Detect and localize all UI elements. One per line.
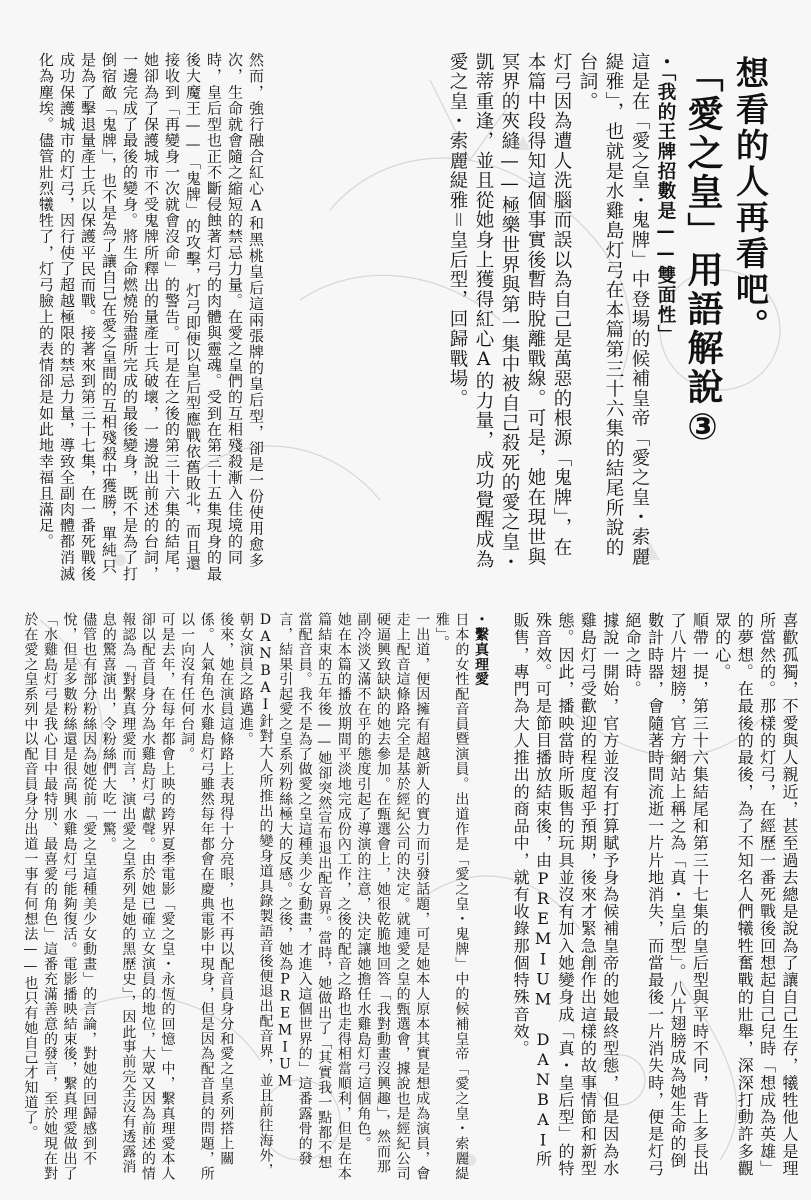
section1-upper-left-block [20,52,266,587]
section1-paragraph: 灯弓因為遭人洗腦而誤以為自己是萬惡的根源「鬼牌」，在本篇中段得知這個事實後暫時脫離戰線。可是，她在現世與冥界的夾縫——極樂世界與第一集中被自己殺死的愛之皇・凱蒂重逢，並且從她身上獲得紅心A的力量，成功覺醒成為愛之皇・索麗緹雅＝皇后型，回歸戰場。 [447,52,572,572]
section1-heading: ・「我的王牌招數是——雙面性」 [655,52,676,345]
section1-lower-block [500,612,800,1182]
section2-paragraph: 可是去年，在每年都會上映的跨界夏季電影「愛之皇・永恆的回憶」中，繫真理愛本人卻以配音員身分為水雞島灯弓獻聲。由於她已確立女演員的地位，大眾又因為前述的情報認為「對繫真理愛而言，演出愛之皇系列是她的黑歷史」，因此事前完全沒有透露消息的驚喜演出，令粉絲們大吃一驚。 [100,612,176,1182]
title-line-2: 「愛之皇」用語解說③ [682,56,723,451]
section1-paragraph: 然而，強行融合紅心A和黑桃皇后這兩張牌的皇后型，卻是一份使用愈多次，生命就會隨之縮短的禁忌力量。在愛之皇們的互相殘殺漸入佳境的同時，皇后型也正不斷侵蝕著灯弓的肉體與靈魂。受到在第三十五集現身的最後大魔王——「鬼牌」的攻擊，灯弓即便以皇后型應戰依舊敗北，而且還接收到「再變身一次就會沒命」的警告。可是在之後的第三十六集的結尾，她卻為了保護城市不受鬼牌所釋出的量產士兵破壞，一邊說出前述的台詞，一邊完成了最後的變身。將生命燃燒殆盡所完成的最後變身，既不是為了打倒宿敵「鬼牌」，也不是為了讓自己在愛之皇間的互相殘殺中獲勝，單純只是為了擊退量產士兵以保護平民而戰。接著來到第三十七集，在一番死戰後成功保護城市的灯弓，因行使了超越極限的禁忌力量，導致全副肉體都消滅化為塵埃。儘管壯烈犧牲了，灯弓臉上的表情卻是如此地幸福且滿足。 [37,52,265,582]
section2-block [20,612,490,1182]
section1-paragraph: 據說一開始，官方並沒有打算賦予身為候補皇帝的她最終型態，但是因為水雞島灯弓受歡迎的程度超乎預期，後來才緊急創作出這樣的故事情節和新型態。因此，播映當時所販售的玩具並沒有加入她變身成「真・皇后型」的特殊音效。可是節目播放結束後，由PREMIUM DANBAI所販售，專門為大人推出的商品中，就有收錄那個特殊音效。 [511,612,620,1177]
section1-paragraph: 喜歡孤獨，不愛與人親近，甚至過去總是說為了讓自己生存，犧牲他人是理所當然的。那樣的灯弓，在經歷一番死戰後回想起自己兒時「想成為英雄」的夢想。在最後的最後，為了不知名人們犧牲奮戰的壯舉，深深打動許多觀眾的心。 [712,612,799,1177]
section2-paragraph: 日本的女性配音員暨演員。出道作是「愛之皇・鬼牌」中的候補皇帝「愛之皇・索麗緹雅」。 [433,612,470,1182]
section2-paragraph: 儘管也有部分粉絲因為她從前「愛之皇這種美少女動畫」的言論，對她的回歸感到不悅，但是多數粉絲還是很高興水雞島灯弓能夠復活。電影播映結束後，繫真理愛做出了「水雞島灯弓是我心目中最特別、最喜愛的角色」這番充滿善意的發言，至於她現在對於在愛之皇系列中以配音員身分出道一事有何想法——也只有她自己才知道了。 [22,612,98,1182]
section1-upper-block [268,52,678,572]
section1-paragraph: 這是在「愛之皇・鬼牌」中登場的候補皇帝「愛之皇・索麗緹雅」，也就是水雞島灯弓在本篇第三十六集的結尾所說的台詞。 [577,52,650,567]
title-line-1: 想看的人再看吧。 [731,56,770,344]
section1-paragraph: 順帶一提，第三十六集結尾和第三十七集的皇后型與平時不同，背上多長出了八片翅膀，官方網站上稱之為「真・皇后型」。八片翅膀成為她生命的倒數計時器，會隨著時間流逝一片片地消失，而當最後一片消失時，便是灯弓絕命之時。 [623,612,710,1177]
section2-paragraph: 後來，她在演員這條路上表現得十分亮眼，也不再以配音員身分和愛之皇系列搭上關係。人氣角色水雞島灯弓雖然每年都會在慶典電影中現身，但是因為配音員的問題，所以一向沒有任何台詞。 [179,612,235,1182]
section2-paragraph: 一出道，便因擁有超越新人的實力而引發話題，可是她本人原本其實是想成為演員，會走上配音這條路完全是基於經紀公司的決定。就連愛之皇的甄選會，據說也是經紀公司硬逼興致缺缺的她去參加。在甄選會上，她很乾脆地回答「我對動畫沒興趣」，然而那副冷淡又滿不在乎的態度引起了導演的注意，決定讓她擔任水雞島灯弓這個角色。 [355,612,431,1182]
section2-heading: ・繫真理愛 [473,612,489,687]
section2-paragraph: 她在本篇的播放期間平淡地完成份內工作，之後的配音之路也走得相當順利，但是在本篇結束的五年後——她卻突然宣布退出配音界。當時，她做出了「其實我一點都不想當配音員。我不是為了做愛之皇這種美少女動畫，才進入這個世界的」這番露骨的發言，結果引起愛之皇系列粉絲極大的反感。之後，她為PREMIUM DANBAI針對大人所推出的變身道具錄製語音後便退出配音界，並且前往海外，朝女演員之路邁進。 [237,612,352,1182]
